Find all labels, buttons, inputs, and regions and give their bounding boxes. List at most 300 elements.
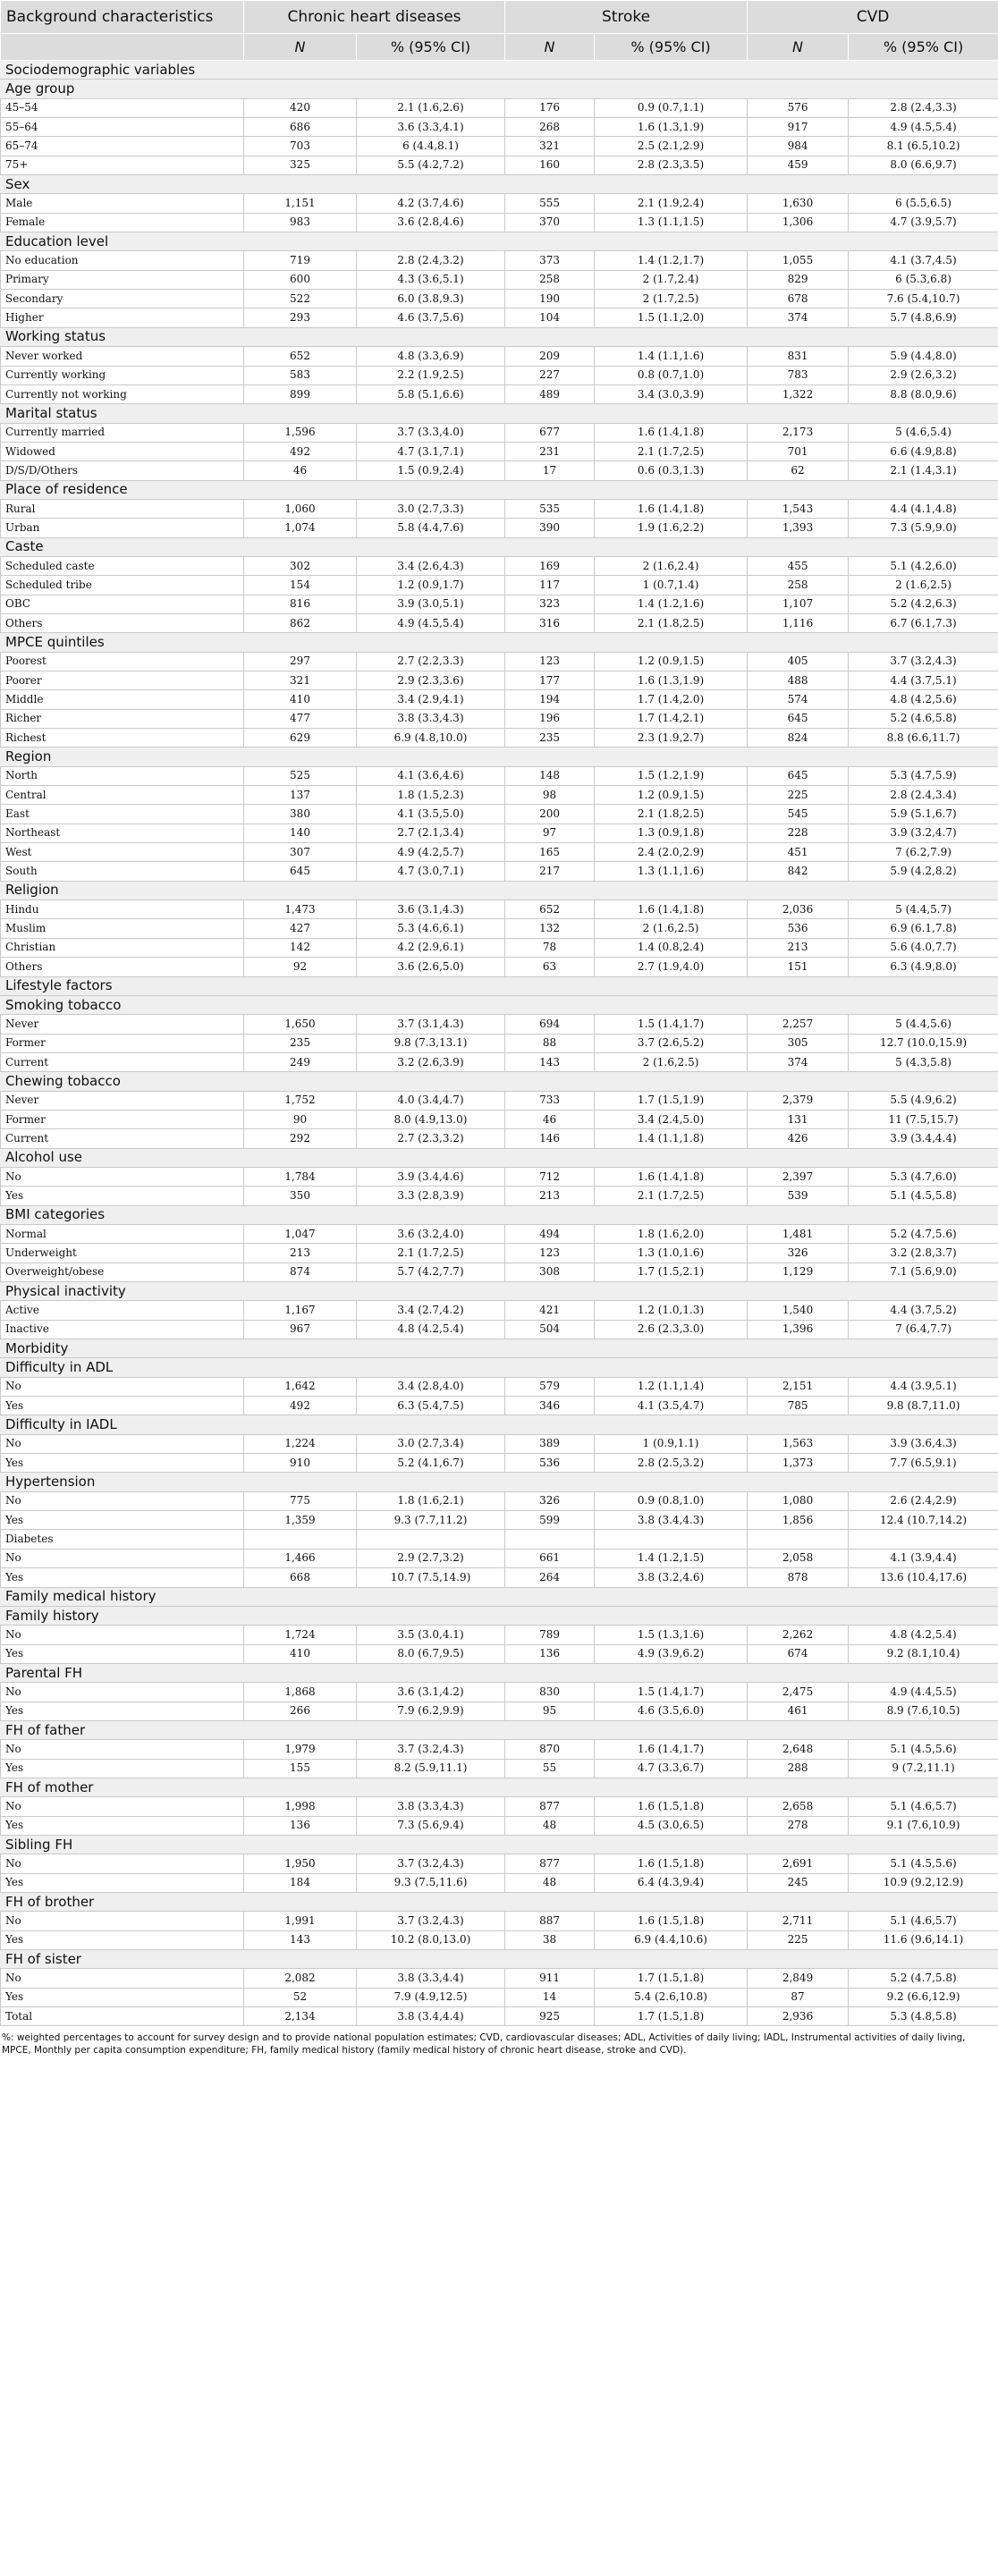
header-stroke-pct: % (95% CI) <box>595 34 748 61</box>
table-row <box>1 1816 998 1835</box>
cvd-n-cell <box>748 1530 849 1549</box>
group-heading-row <box>1 1473 998 1491</box>
stroke-pct-cell: 1 (0.9,1.1) <box>595 1434 748 1453</box>
cvd-pct-cell: 5.1 (4.5,5.6) <box>849 1740 998 1759</box>
group-heading: Smoking tobacco <box>1 995 998 1014</box>
chd-n-cell: 136 <box>244 1816 357 1835</box>
stroke-pct-cell: 1.3 (1.1,1.5) <box>595 213 748 232</box>
cvd-pct-cell: 11.6 (9.6,14.1) <box>849 1930 998 1949</box>
cvd-pct-cell: 4.4 (4.1,4.8) <box>849 499 998 518</box>
cvd-pct-cell: 5.7 (4.8,6.9) <box>849 308 998 327</box>
cvd-pct-cell: 6.9 (6.1,7.8) <box>849 919 998 938</box>
stroke-pct-cell: 1.3 (1.0,1.6) <box>595 1244 748 1263</box>
table-header <box>1 1 998 61</box>
cvd-n-cell: 2,849 <box>748 1969 849 1988</box>
stroke-n-cell: 46 <box>505 1110 595 1128</box>
chd-n-cell: 1,784 <box>244 1167 357 1186</box>
cvd-pct-cell: 5.1 (4.5,5.8) <box>849 1187 998 1205</box>
chd-pct-cell: 3.2 (2.6,3.9) <box>357 1052 505 1071</box>
chd-n-cell: 155 <box>244 1759 357 1778</box>
table-row <box>1 290 998 308</box>
cvd-n-cell: 87 <box>748 1988 849 2006</box>
cvd-pct-cell: 6 (5.5,6.5) <box>849 194 998 213</box>
table-row <box>1 1397 998 1415</box>
group-heading-row <box>1 175 998 194</box>
table-row <box>1 1797 998 1816</box>
chd-pct-cell: 3.9 (3.0,5.1) <box>357 595 505 613</box>
stroke-pct-cell: 1.4 (1.2,1.5) <box>595 1549 748 1567</box>
stroke-pct-cell: 2.5 (2.1,2.9) <box>595 137 748 156</box>
cvd-pct-cell: 8.8 (6.6,11.7) <box>849 729 998 747</box>
cvd-pct-cell: 4.4 (3.9,5.1) <box>849 1377 998 1396</box>
chd-pct-cell: 7.9 (6.2,9.9) <box>357 1702 505 1720</box>
cvd-n-cell: 1,116 <box>748 613 849 632</box>
cvd-pct-cell: 4.1 (3.7,4.5) <box>849 251 998 270</box>
table-row <box>1 499 998 518</box>
row-label: No <box>1 1626 244 1644</box>
chd-pct-cell: 6.3 (5.4,7.5) <box>357 1397 505 1415</box>
chd-n-cell: 719 <box>244 251 357 270</box>
chd-pct-cell: 9.3 (7.7,11.2) <box>357 1511 505 1530</box>
row-label: Primary <box>1 270 244 289</box>
stroke-n-cell: 55 <box>505 1759 595 1778</box>
total-row <box>1 2007 998 2026</box>
cvd-pct-cell: 4.8 (4.2,5.6) <box>849 690 998 709</box>
cvd-pct-cell: 4.4 (3.7,5.1) <box>849 671 998 690</box>
cvd-pct-cell: 7 (6.2,7.9) <box>849 843 998 862</box>
cvd-n-cell: 374 <box>748 1052 849 1071</box>
cvd-pct-cell: 2.8 (2.4,3.3) <box>849 98 998 117</box>
chd-pct-cell: 3.8 (3.3,4.3) <box>357 1797 505 1816</box>
cvd-pct-cell: 13.6 (10.4,17.6) <box>849 1568 998 1587</box>
cvd-pct-cell: 3.7 (3.2,4.3) <box>849 652 998 671</box>
stroke-pct-cell: 1.6 (1.4,1.7) <box>595 1740 748 1759</box>
table-row <box>1 1530 998 1549</box>
cvd-n-cell: 539 <box>748 1187 849 1205</box>
stroke-pct-cell: 5.4 (2.6,10.8) <box>595 1988 748 2006</box>
cvd-n-cell: 1,107 <box>748 595 849 613</box>
cvd-pct-cell: 5.1 (4.5,5.6) <box>849 1854 998 1873</box>
table-row <box>1 1454 998 1473</box>
chd-n-cell: 1,167 <box>244 1301 357 1320</box>
cvd-pct-cell: 4.8 (4.2,5.4) <box>849 1626 998 1644</box>
group-heading: Age group <box>1 80 998 98</box>
stroke-n-cell: 17 <box>505 461 595 480</box>
chd-n-cell <box>244 1530 357 1549</box>
row-label: No <box>1 1740 244 1759</box>
table-row <box>1 384 998 403</box>
chd-n-cell: 350 <box>244 1187 357 1205</box>
row-label: Muslim <box>1 919 244 938</box>
stroke-n-cell: 264 <box>505 1568 595 1587</box>
chd-pct-cell: 4.7 (3.0,7.1) <box>357 862 505 881</box>
chd-pct-cell: 4.8 (3.3,6.9) <box>357 347 505 366</box>
stroke-pct-cell: 3.4 (3.0,3.9) <box>595 384 748 403</box>
stroke-n-cell: 48 <box>505 1873 595 1892</box>
group-heading: Working status <box>1 327 998 346</box>
cvd-pct-cell: 5.1 (4.6,5.7) <box>849 1797 998 1816</box>
table-body <box>1 61 998 2026</box>
row-label: D/S/D/Others <box>1 461 244 480</box>
chd-n-cell: 266 <box>244 1702 357 1720</box>
group-heading-row <box>1 1893 998 1912</box>
chd-n-cell: 1,950 <box>244 1854 357 1873</box>
row-label: Yes <box>1 1930 244 1949</box>
cvd-n-cell: 829 <box>748 270 849 289</box>
header-cvd-n: N <box>748 34 849 61</box>
cvd-pct-cell: 5.2 (4.2,6.3) <box>849 595 998 613</box>
stroke-n-cell: 132 <box>505 919 595 938</box>
row-label: Yes <box>1 1988 244 2006</box>
group-heading-row <box>1 1415 998 1434</box>
cvd-pct-cell: 8.1 (6.5,10.2) <box>849 137 998 156</box>
chd-pct-cell: 3.8 (3.3,4.3) <box>357 709 505 728</box>
stroke-n-cell: 887 <box>505 1912 595 1930</box>
stroke-n-cell: 489 <box>505 384 595 403</box>
table-row <box>1 519 998 537</box>
cvd-n-cell: 131 <box>748 1110 849 1128</box>
stroke-n-cell: 494 <box>505 1224 595 1243</box>
cvd-n-cell: 228 <box>748 823 849 842</box>
cvd-pct-cell: 3.9 (3.6,4.3) <box>849 1434 998 1453</box>
cvd-n-cell: 1,396 <box>748 1320 849 1339</box>
table-row <box>1 423 998 442</box>
table-row <box>1 270 998 289</box>
stroke-n-cell: 870 <box>505 1740 595 1759</box>
group-heading: Region <box>1 747 998 766</box>
row-label: Central <box>1 786 244 805</box>
stroke-n-cell: 536 <box>505 1454 595 1473</box>
chd-n-cell: 686 <box>244 118 357 137</box>
stroke-pct-cell: 1 (0.7,1.4) <box>595 576 748 595</box>
cvd-n-cell: 459 <box>748 156 849 174</box>
group-heading: Difficulty in ADL <box>1 1358 998 1377</box>
chd-pct-cell: 8.0 (6.7,9.5) <box>357 1644 505 1663</box>
cvd-pct-cell: 2.6 (2.4,2.9) <box>849 1491 998 1510</box>
row-label: Active <box>1 1301 244 1320</box>
stroke-pct-cell: 2.3 (1.9,2.7) <box>595 729 748 747</box>
row-label: Others <box>1 613 244 632</box>
cvd-pct-cell: 5.9 (4.2,8.2) <box>849 862 998 881</box>
stroke-pct-cell: 2.8 (2.5,3.2) <box>595 1454 748 1473</box>
group-heading: Caste <box>1 537 998 556</box>
chd-pct-cell: 3.5 (3.0,4.1) <box>357 1626 505 1644</box>
cvd-n-cell: 2,475 <box>748 1683 849 1702</box>
group-heading: Parental FH <box>1 1663 998 1682</box>
stroke-n-cell: 389 <box>505 1434 595 1453</box>
table-row <box>1 1549 998 1567</box>
stroke-pct-cell: 1.7 (1.5,1.8) <box>595 1969 748 1988</box>
chd-n-cell: 899 <box>244 384 357 403</box>
group-heading-row <box>1 1205 998 1224</box>
table-row <box>1 805 998 823</box>
chd-n-cell: 1,074 <box>244 519 357 537</box>
chd-pct-cell: 1.5 (0.9,2.4) <box>357 461 505 480</box>
table-row <box>1 1702 998 1720</box>
cvd-n-cell: 674 <box>748 1644 849 1663</box>
stroke-n-cell: 712 <box>505 1167 595 1186</box>
cvd-n-cell: 213 <box>748 938 849 957</box>
cvd-pct-cell: 5.3 (4.7,5.9) <box>849 766 998 785</box>
group-heading-row <box>1 1606 998 1625</box>
chd-n-cell: 90 <box>244 1110 357 1128</box>
section-heading: Sociodemographic variables <box>1 61 998 80</box>
stroke-pct-cell: 1.5 (1.3,1.6) <box>595 1626 748 1644</box>
cvd-pct-cell: 2.8 (2.4,3.4) <box>849 786 998 805</box>
stroke-n-cell: 213 <box>505 1187 595 1205</box>
cvd-n-cell: 326 <box>748 1244 849 1263</box>
table-row <box>1 213 998 232</box>
cvd-n-cell: 426 <box>748 1129 849 1148</box>
stroke-pct-cell: 2.1 (1.7,2.5) <box>595 442 748 460</box>
cvd-n-cell: 645 <box>748 709 849 728</box>
row-label: Total <box>1 2007 244 2026</box>
cvd-pct-cell: 4.7 (3.9,5.7) <box>849 213 998 232</box>
stroke-n-cell: 235 <box>505 729 595 747</box>
table-row <box>1 595 998 613</box>
cvd-pct-cell: 5.2 (4.6,5.8) <box>849 709 998 728</box>
table-row <box>1 938 998 957</box>
table-row <box>1 98 998 117</box>
chd-pct-cell: 4.2 (2.9,6.1) <box>357 938 505 957</box>
stroke-pct-cell: 6.9 (4.4,10.6) <box>595 1930 748 1949</box>
chd-n-cell: 2,082 <box>244 1969 357 1988</box>
row-label: Former <box>1 1110 244 1128</box>
cvd-n-cell: 1,563 <box>748 1434 849 1453</box>
chd-pct-cell: 8.2 (5.9,11.1) <box>357 1759 505 1778</box>
chd-pct-cell: 1.8 (1.6,2.1) <box>357 1491 505 1510</box>
cvd-pct-cell: 5.9 (5.1,6.7) <box>849 805 998 823</box>
chd-n-cell: 184 <box>244 1873 357 1892</box>
chd-pct-cell: 4.0 (3.4,4.7) <box>357 1091 505 1110</box>
row-label: 55–64 <box>1 118 244 137</box>
stroke-pct-cell: 6.4 (4.3,9.4) <box>595 1873 748 1892</box>
chd-pct-cell: 5.3 (4.6,6.1) <box>357 919 505 938</box>
chd-pct-cell: 2.2 (1.9,2.5) <box>357 366 505 384</box>
stroke-n-cell: 346 <box>505 1397 595 1415</box>
header-background-characteristics: Background characteristics <box>1 1 244 34</box>
stroke-pct-cell: 1.6 (1.4,1.8) <box>595 900 748 919</box>
group-heading-row <box>1 327 998 346</box>
cvd-n-cell: 545 <box>748 805 849 823</box>
stroke-pct-cell: 1.8 (1.6,2.0) <box>595 1224 748 1243</box>
chd-n-cell: 1,224 <box>244 1434 357 1453</box>
stroke-n-cell: 143 <box>505 1052 595 1071</box>
chd-pct-cell <box>357 1530 505 1549</box>
cvd-n-cell: 1,373 <box>748 1454 849 1473</box>
chd-n-cell: 325 <box>244 156 357 174</box>
row-label: No <box>1 1969 244 1988</box>
chd-pct-cell: 9.8 (7.3,13.1) <box>357 1034 505 1052</box>
cvd-n-cell: 842 <box>748 862 849 881</box>
stroke-n-cell <box>505 1530 595 1549</box>
chd-n-cell: 645 <box>244 862 357 881</box>
stroke-pct-cell: 2.1 (1.8,2.5) <box>595 613 748 632</box>
stroke-n-cell: 789 <box>505 1626 595 1644</box>
cvd-pct-cell: 2.1 (1.4,3.1) <box>849 461 998 480</box>
table-row <box>1 1854 998 1873</box>
stroke-pct-cell: 0.6 (0.3,1.3) <box>595 461 748 480</box>
chd-pct-cell: 4.3 (3.6,5.1) <box>357 270 505 289</box>
cvd-n-cell: 2,648 <box>748 1740 849 1759</box>
chd-pct-cell: 3.6 (2.8,4.6) <box>357 213 505 232</box>
chd-n-cell: 292 <box>244 1129 357 1148</box>
row-label: Overweight/obese <box>1 1263 244 1281</box>
stroke-n-cell: 321 <box>505 137 595 156</box>
row-label: 65–74 <box>1 137 244 156</box>
chd-pct-cell: 6.0 (3.8,9.3) <box>357 290 505 308</box>
row-label: Yes <box>1 1511 244 1530</box>
table-row <box>1 556 998 575</box>
cvd-n-cell: 1,481 <box>748 1224 849 1243</box>
row-label: No <box>1 1549 244 1567</box>
stroke-n-cell: 911 <box>505 1969 595 1988</box>
cvd-pct-cell: 5 (4.4,5.6) <box>849 1015 998 1034</box>
group-heading: FH of mother <box>1 1778 998 1796</box>
group-heading: Religion <box>1 881 998 899</box>
cvd-pct-cell: 4.4 (3.7,5.2) <box>849 1301 998 1320</box>
stroke-n-cell: 38 <box>505 1930 595 1949</box>
chd-pct-cell: 8.0 (4.9,13.0) <box>357 1110 505 1128</box>
chd-n-cell: 1,752 <box>244 1091 357 1110</box>
row-label: Diabetes <box>1 1530 244 1549</box>
header-stroke-n: N <box>505 34 595 61</box>
table-row <box>1 766 998 785</box>
table-row <box>1 919 998 938</box>
stroke-n-cell: 694 <box>505 1015 595 1034</box>
table-row <box>1 1244 998 1263</box>
stroke-pct-cell: 1.6 (1.3,1.9) <box>595 118 748 137</box>
cvd-pct-cell: 7.1 (5.6,9.0) <box>849 1263 998 1281</box>
chd-n-cell: 1,060 <box>244 499 357 518</box>
chd-n-cell: 525 <box>244 766 357 785</box>
chd-pct-cell: 5.8 (5.1,6.6) <box>357 384 505 403</box>
chd-pct-cell: 5.7 (4.2,7.7) <box>357 1263 505 1281</box>
chd-pct-cell: 6 (4.4,8.1) <box>357 137 505 156</box>
stroke-n-cell: 160 <box>505 156 595 174</box>
stroke-pct-cell: 1.6 (1.5,1.8) <box>595 1854 748 1873</box>
cvd-n-cell: 831 <box>748 347 849 366</box>
row-label: Normal <box>1 1224 244 1243</box>
chd-pct-cell: 9.3 (7.5,11.6) <box>357 1873 505 1892</box>
chd-n-cell: 600 <box>244 270 357 289</box>
chd-pct-cell: 2.9 (2.3,3.6) <box>357 671 505 690</box>
stroke-pct-cell: 2.1 (1.8,2.5) <box>595 805 748 823</box>
cvd-n-cell: 2,936 <box>748 2007 849 2026</box>
chd-n-cell: 380 <box>244 805 357 823</box>
stroke-n-cell: 123 <box>505 1244 595 1263</box>
table-row <box>1 1320 998 1339</box>
chd-pct-cell: 4.7 (3.1,7.1) <box>357 442 505 460</box>
stroke-pct-cell: 2.1 (1.9,2.4) <box>595 194 748 213</box>
chd-n-cell: 1,047 <box>244 1224 357 1243</box>
cvd-n-cell: 1,393 <box>748 519 849 537</box>
stroke-pct-cell: 1.9 (1.6,2.2) <box>595 519 748 537</box>
group-heading-row <box>1 1282 998 1301</box>
table-row <box>1 194 998 213</box>
stroke-pct-cell: 1.7 (1.4,2.0) <box>595 690 748 709</box>
header-chd-n: N <box>244 34 357 61</box>
chd-pct-cell: 4.9 (4.2,5.7) <box>357 843 505 862</box>
row-label: No <box>1 1797 244 1816</box>
stroke-n-cell: 733 <box>505 1091 595 1110</box>
cvd-pct-cell: 5.3 (4.7,6.0) <box>849 1167 998 1186</box>
stroke-n-cell: 231 <box>505 442 595 460</box>
chd-n-cell: 235 <box>244 1034 357 1052</box>
stroke-pct-cell: 1.5 (1.2,1.9) <box>595 766 748 785</box>
group-heading-row <box>1 1072 998 1091</box>
chd-n-cell: 2,134 <box>244 2007 357 2026</box>
chd-n-cell: 1,868 <box>244 1683 357 1702</box>
cvd-pct-cell: 5.1 (4.6,5.7) <box>849 1912 998 1930</box>
stroke-pct-cell: 2 (1.6,2.5) <box>595 1052 748 1071</box>
chd-pct-cell: 3.6 (3.1,4.3) <box>357 900 505 919</box>
stroke-pct-cell: 2.6 (2.3,3.0) <box>595 1320 748 1339</box>
cvd-n-cell: 678 <box>748 290 849 308</box>
chd-n-cell: 410 <box>244 690 357 709</box>
row-label: Yes <box>1 1187 244 1205</box>
chd-pct-cell: 5.5 (4.2,7.2) <box>357 156 505 174</box>
stroke-n-cell: 877 <box>505 1854 595 1873</box>
group-heading: Place of residence <box>1 480 998 499</box>
stroke-n-cell: 258 <box>505 270 595 289</box>
cvd-pct-cell: 5 (4.4,5.7) <box>849 900 998 919</box>
row-label: Yes <box>1 1816 244 1835</box>
table-row <box>1 576 998 595</box>
table-row <box>1 1167 998 1186</box>
row-label: Christian <box>1 938 244 957</box>
chd-pct-cell: 7.9 (4.9,12.5) <box>357 1988 505 2006</box>
stroke-pct-cell: 1.3 (1.1,1.6) <box>595 862 748 881</box>
section-heading-row <box>1 1339 998 1358</box>
row-label: South <box>1 862 244 881</box>
row-label: Yes <box>1 1759 244 1778</box>
stroke-n-cell: 176 <box>505 98 595 117</box>
chd-pct-cell: 3.4 (2.8,4.0) <box>357 1377 505 1396</box>
chd-n-cell: 492 <box>244 1397 357 1415</box>
cvd-n-cell: 2,262 <box>748 1626 849 1644</box>
row-label: No <box>1 1683 244 1702</box>
cvd-n-cell: 2,036 <box>748 900 849 919</box>
table-row <box>1 156 998 174</box>
table-row <box>1 347 998 366</box>
chd-n-cell: 1,642 <box>244 1377 357 1396</box>
chd-n-cell: 1,998 <box>244 1797 357 1816</box>
group-heading-row <box>1 480 998 499</box>
group-heading-row <box>1 1358 998 1377</box>
stroke-pct-cell: 1.6 (1.4,1.8) <box>595 1167 748 1186</box>
group-heading-row <box>1 1835 998 1854</box>
chd-n-cell: 420 <box>244 98 357 117</box>
chd-pct-cell: 1.8 (1.5,2.3) <box>357 786 505 805</box>
stroke-n-cell: 504 <box>505 1320 595 1339</box>
stroke-n-cell: 95 <box>505 1702 595 1720</box>
table-row <box>1 613 998 632</box>
row-label: Scheduled caste <box>1 556 244 575</box>
row-label: Yes <box>1 1397 244 1415</box>
row-label: Underweight <box>1 1244 244 1263</box>
row-label: Yes <box>1 1454 244 1473</box>
chd-n-cell: 1,151 <box>244 194 357 213</box>
row-label: Middle <box>1 690 244 709</box>
chd-pct-cell: 3.7 (3.2,4.3) <box>357 1854 505 1873</box>
stroke-n-cell: 14 <box>505 1988 595 2006</box>
chd-pct-cell: 2.1 (1.6,2.6) <box>357 98 505 117</box>
chd-pct-cell: 3.6 (3.2,4.0) <box>357 1224 505 1243</box>
table-row <box>1 690 998 709</box>
stroke-n-cell: 165 <box>505 843 595 862</box>
stroke-n-cell: 98 <box>505 786 595 805</box>
